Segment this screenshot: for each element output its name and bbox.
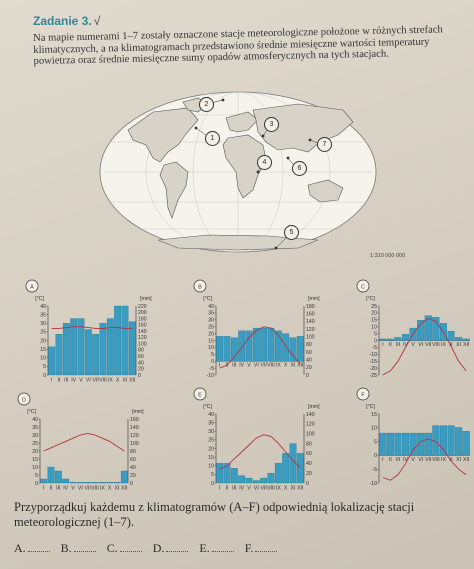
precip-bar bbox=[48, 347, 55, 375]
month-label: XII bbox=[297, 485, 304, 492]
month-label: XI bbox=[456, 456, 462, 463]
precip-bar bbox=[455, 427, 462, 455]
month-label: XI bbox=[122, 377, 128, 384]
temp-tick-label: 5 bbox=[35, 472, 38, 479]
precip-bar bbox=[253, 481, 260, 483]
temp-tick-label: 15 bbox=[40, 346, 46, 353]
temp-tick-label: 5 bbox=[374, 439, 377, 446]
precip-bar bbox=[410, 433, 417, 455]
station-6-label: 6 bbox=[292, 161, 307, 176]
month-label: VII bbox=[84, 485, 91, 492]
answer-c: C. bbox=[107, 541, 142, 556]
precip-tick-label: 20 bbox=[306, 365, 312, 372]
temp-tick-label: -5 bbox=[372, 467, 377, 473]
station-5-label: 5 bbox=[284, 225, 299, 240]
precip-bar bbox=[238, 476, 245, 483]
checkmark-icon: √ bbox=[93, 14, 101, 28]
station-4-label: 4 bbox=[257, 155, 272, 170]
precip-bar bbox=[92, 482, 99, 483]
month-label: XI bbox=[456, 342, 462, 348]
climograph-svg-f bbox=[353, 388, 474, 493]
precip-bar bbox=[107, 319, 114, 375]
month-label: VII bbox=[92, 377, 99, 384]
precip-bar bbox=[114, 306, 121, 375]
precip-tick-label: 180 bbox=[306, 303, 315, 310]
month-label: III bbox=[64, 377, 69, 384]
precip-bar bbox=[260, 328, 267, 361]
month-label: III bbox=[232, 362, 237, 369]
precip-tick-label: 80 bbox=[138, 347, 144, 354]
temp-tick-label: 10 bbox=[40, 355, 46, 362]
precip-bar bbox=[48, 467, 55, 483]
precip-bar bbox=[70, 482, 77, 483]
answer-e: E. bbox=[199, 541, 233, 556]
temp-tick-label: 30 bbox=[208, 317, 214, 324]
climograph-letter: C bbox=[361, 284, 365, 291]
precip-tick-label: 100 bbox=[306, 431, 315, 438]
month-label: XI bbox=[290, 485, 296, 492]
temp-tick-label: -10 bbox=[369, 480, 377, 487]
climograph-svg-b bbox=[190, 280, 330, 385]
precip-tick-label: 140 bbox=[138, 328, 147, 335]
climograph-c bbox=[353, 280, 474, 390]
month-label: V bbox=[247, 362, 251, 369]
precip-tick-label: 200 bbox=[138, 310, 147, 317]
temp-tick-label: 20 bbox=[208, 446, 214, 453]
temp-unit-label: [°C] bbox=[27, 409, 36, 415]
precip-bar bbox=[62, 479, 69, 483]
temp-tick-label: 10 bbox=[208, 463, 214, 470]
precip-bar bbox=[121, 471, 128, 483]
month-label: XII bbox=[463, 342, 470, 348]
precip-bar bbox=[425, 433, 432, 455]
month-label: VI bbox=[253, 362, 259, 369]
month-label: IX bbox=[275, 485, 281, 492]
answer-a: A. bbox=[14, 541, 50, 556]
precip-bar bbox=[99, 482, 106, 483]
month-label: IX bbox=[441, 342, 446, 348]
month-label: VIII bbox=[91, 485, 99, 492]
precip-bar bbox=[282, 334, 289, 362]
month-label: III bbox=[232, 485, 237, 492]
temp-tick-label: 0 bbox=[35, 480, 38, 487]
climograph-svg-c bbox=[353, 280, 474, 385]
month-label: VIII bbox=[431, 342, 440, 348]
month-label: IV bbox=[63, 485, 69, 492]
month-label: IV bbox=[403, 342, 408, 348]
month-label: VI bbox=[253, 485, 259, 492]
climograph-b bbox=[190, 280, 330, 390]
temp-tick-label: -10 bbox=[206, 372, 214, 379]
temp-tick-label: 25 bbox=[40, 329, 46, 336]
precip-bar bbox=[84, 482, 91, 483]
precip-bar bbox=[455, 337, 462, 340]
precip-tick-label: 160 bbox=[130, 416, 139, 423]
month-label: I bbox=[382, 342, 384, 348]
temp-tick-label: 35 bbox=[40, 312, 46, 319]
temp-tick-label: 35 bbox=[32, 424, 38, 431]
precip-bar bbox=[122, 306, 129, 375]
temp-tick-label: 0 bbox=[211, 359, 214, 365]
temp-tick-label: 25 bbox=[208, 437, 214, 444]
month-label: VI bbox=[418, 342, 424, 348]
temp-tick-label: 10 bbox=[371, 425, 377, 432]
precip-tick-label: 160 bbox=[138, 322, 147, 329]
precip-bar bbox=[114, 482, 121, 483]
precip-bar bbox=[448, 331, 455, 340]
precip-tick-label: 40 bbox=[306, 357, 312, 364]
temp-tick-label: 25 bbox=[32, 440, 38, 447]
precip-bar bbox=[448, 426, 455, 456]
month-label: XII bbox=[129, 377, 136, 384]
temp-tick-label: -5 bbox=[209, 365, 214, 372]
climograph-letter: F bbox=[361, 392, 365, 399]
temp-tick-label: -20 bbox=[369, 365, 377, 372]
month-label: VI bbox=[77, 485, 83, 492]
precip-bar bbox=[63, 323, 70, 375]
precip-bar bbox=[77, 482, 84, 483]
precip-tick-label: 80 bbox=[306, 441, 312, 448]
precip-tick-label: 140 bbox=[306, 319, 315, 326]
month-label: IV bbox=[403, 456, 408, 463]
precip-tick-label: 140 bbox=[130, 424, 139, 431]
precip-unit-label: [mm] bbox=[140, 296, 152, 302]
precip-unit-label: [mm] bbox=[308, 296, 320, 302]
month-label: VII bbox=[425, 456, 432, 463]
temp-tick-label: 15 bbox=[208, 454, 214, 461]
climograph-letter: A bbox=[30, 284, 34, 291]
precip-tick-label: 20 bbox=[130, 472, 136, 479]
precip-bar bbox=[268, 473, 275, 483]
month-label: V bbox=[411, 456, 415, 463]
temp-tick-label: 15 bbox=[371, 317, 377, 324]
temp-tick-label: 5 bbox=[43, 364, 46, 371]
temp-tick-label: 35 bbox=[208, 310, 214, 317]
month-label: I bbox=[218, 485, 221, 492]
precip-tick-label: 40 bbox=[130, 464, 136, 471]
precip-bar bbox=[224, 336, 231, 361]
answer-d: D. bbox=[153, 541, 189, 556]
precip-tick-label: 40 bbox=[138, 360, 144, 367]
month-label: X bbox=[107, 485, 112, 492]
precip-tick-label: 40 bbox=[306, 461, 312, 468]
station-1-label: 1 bbox=[205, 131, 220, 146]
temp-unit-label: [°C] bbox=[366, 404, 375, 410]
month-label: X bbox=[283, 362, 288, 369]
temp-tick-label: -25 bbox=[369, 372, 377, 379]
month-label: V bbox=[411, 342, 415, 348]
precip-tick-label: 100 bbox=[130, 440, 139, 447]
temp-tick-label: 25 bbox=[371, 303, 377, 310]
month-label: I bbox=[42, 485, 45, 492]
month-label: X bbox=[449, 456, 453, 463]
temp-tick-label: 30 bbox=[32, 432, 38, 439]
temp-tick-label: 0 bbox=[374, 453, 377, 460]
month-label: II bbox=[225, 362, 229, 369]
precip-bar bbox=[100, 323, 107, 375]
precip-bar bbox=[402, 433, 409, 455]
temp-tick-label: 5 bbox=[211, 472, 214, 479]
temp-tick-label: 0 bbox=[374, 338, 377, 345]
precip-tick-label: 120 bbox=[130, 432, 139, 439]
precip-tick-label: 100 bbox=[306, 334, 315, 341]
station-7-label: 7 bbox=[317, 137, 332, 152]
month-label: IX bbox=[275, 362, 281, 369]
precip-tick-label: 0 bbox=[306, 480, 309, 487]
month-label: IV bbox=[239, 485, 245, 492]
precip-tick-label: 0 bbox=[138, 372, 141, 379]
climograph-d bbox=[14, 393, 154, 498]
precip-bar bbox=[379, 433, 386, 455]
temp-tick-label: 25 bbox=[208, 324, 214, 331]
month-label: IX bbox=[107, 377, 113, 384]
station-2-label: 2 bbox=[199, 97, 214, 112]
month-label: III bbox=[395, 342, 401, 348]
answer-e-blank[interactable] bbox=[212, 542, 234, 552]
world-map bbox=[98, 90, 378, 255]
month-label: II bbox=[388, 342, 392, 348]
temp-tick-label: 30 bbox=[208, 429, 214, 436]
temp-tick-label: 5 bbox=[374, 331, 377, 338]
temp-tick-label: 20 bbox=[40, 338, 46, 345]
answer-f: F. bbox=[245, 541, 278, 556]
temp-tick-label: -5 bbox=[372, 345, 377, 352]
temp-tick-label: 15 bbox=[371, 411, 377, 418]
month-label: VII bbox=[425, 342, 432, 348]
precip-bar bbox=[129, 322, 136, 375]
temp-tick-label: -10 bbox=[369, 352, 377, 359]
month-label: III bbox=[56, 485, 61, 492]
temp-tick-label: 35 bbox=[208, 420, 214, 427]
climograph-svg-d bbox=[14, 393, 154, 493]
month-label: XII bbox=[297, 362, 304, 369]
precip-bar bbox=[40, 479, 47, 483]
answer-c-blank[interactable] bbox=[120, 542, 142, 552]
precip-bar bbox=[402, 334, 409, 340]
precip-bar bbox=[387, 339, 394, 341]
precip-tick-label: 0 bbox=[306, 372, 309, 379]
temp-tick-label: 15 bbox=[32, 456, 38, 463]
month-label: IV bbox=[239, 362, 245, 369]
temp-unit-label: [°C] bbox=[366, 296, 375, 302]
temp-tick-label: 5 bbox=[211, 352, 214, 359]
precip-bar bbox=[395, 337, 402, 340]
temp-tick-label: 40 bbox=[32, 416, 38, 423]
temp-unit-label: [°C] bbox=[203, 296, 212, 302]
month-label: IV bbox=[71, 377, 77, 384]
precip-tick-label: 160 bbox=[306, 311, 315, 318]
answer-d-blank[interactable] bbox=[166, 542, 188, 552]
temp-line bbox=[44, 433, 125, 451]
temp-tick-label: 40 bbox=[40, 303, 46, 310]
temp-tick-label: 10 bbox=[32, 464, 38, 471]
month-label: VIII bbox=[99, 377, 107, 384]
precip-bar bbox=[282, 453, 289, 483]
precip-tick-label: 20 bbox=[138, 366, 144, 373]
temp-unit-label: [°C] bbox=[203, 404, 212, 410]
temp-tick-label: 0 bbox=[211, 480, 214, 487]
temp-tick-label: 20 bbox=[208, 331, 214, 338]
precip-tick-label: 220 bbox=[138, 303, 147, 310]
month-label: XII bbox=[121, 485, 128, 492]
precip-bar bbox=[275, 463, 282, 483]
precip-tick-label: 180 bbox=[138, 316, 147, 323]
precip-tick-label: 140 bbox=[306, 411, 315, 418]
precip-tick-label: 20 bbox=[306, 470, 312, 477]
month-label: I bbox=[218, 362, 221, 369]
month-label: II bbox=[388, 456, 392, 463]
precip-bar bbox=[387, 433, 394, 455]
month-label: XI bbox=[290, 362, 296, 369]
temp-tick-label: 30 bbox=[40, 321, 46, 328]
precip-tick-label: 80 bbox=[130, 448, 136, 455]
month-label: VI bbox=[418, 456, 424, 463]
precip-tick-label: 60 bbox=[306, 451, 312, 458]
climograph-f bbox=[353, 388, 474, 498]
answer-row bbox=[14, 541, 474, 556]
month-label: II bbox=[225, 485, 229, 492]
month-label: V bbox=[71, 485, 75, 492]
answer-b-blank[interactable] bbox=[74, 542, 96, 552]
temp-tick-label: 10 bbox=[208, 345, 214, 352]
month-label: II bbox=[57, 377, 61, 384]
temp-tick-label: 20 bbox=[371, 310, 377, 317]
precip-bar bbox=[85, 330, 92, 375]
climograph-letter: B bbox=[198, 284, 202, 291]
answer-b: B. bbox=[61, 541, 96, 556]
climograph-svg-a bbox=[22, 280, 162, 385]
precip-bar bbox=[463, 339, 470, 341]
precip-bar bbox=[463, 431, 470, 455]
precip-unit-label: [mm] bbox=[308, 404, 320, 410]
temp-tick-label: 40 bbox=[208, 411, 214, 418]
temp-tick-label: 15 bbox=[208, 338, 214, 345]
month-label: I bbox=[50, 377, 53, 384]
precip-bar bbox=[216, 463, 223, 483]
answer-f-blank[interactable] bbox=[255, 542, 277, 552]
precip-unit-label: [mm] bbox=[132, 409, 144, 415]
month-label: IX bbox=[99, 485, 105, 492]
precip-bar bbox=[395, 433, 402, 455]
station-3-label: 3 bbox=[264, 117, 279, 132]
month-label: VIII bbox=[267, 362, 275, 369]
precip-tick-label: 80 bbox=[306, 342, 312, 349]
precip-bar bbox=[379, 339, 386, 341]
month-label: II bbox=[49, 485, 53, 492]
precip-tick-label: 60 bbox=[306, 349, 312, 356]
temp-tick-label: -15 bbox=[369, 359, 377, 365]
task-title: Zadanie 3. √ bbox=[33, 14, 101, 28]
precip-bar bbox=[231, 468, 238, 483]
precip-tick-label: 0 bbox=[130, 480, 133, 487]
month-label: VI bbox=[85, 377, 91, 384]
precip-bar bbox=[216, 336, 223, 361]
month-label: X bbox=[449, 342, 453, 348]
task-intro: Na mapie numerami 1–7 zostały oznaczone stacje meteorologiczne położone w różnych strefach klimatycznych, a na klimatogramach przedstawiono średnie miesięczne wartości temperatury powietrza oraz średnie miesięczne sumy opadów atmosferycznych na tych stacjach. bbox=[33, 24, 443, 68]
precip-bar bbox=[56, 334, 63, 375]
month-label: III bbox=[395, 456, 401, 463]
month-label: IX bbox=[441, 456, 446, 463]
climograph-e bbox=[190, 388, 330, 498]
precip-tick-label: 120 bbox=[306, 421, 315, 428]
month-label: X bbox=[115, 377, 120, 384]
temp-tick-label: 40 bbox=[208, 303, 214, 310]
precip-bar bbox=[238, 331, 245, 361]
climograph-letter: E bbox=[198, 392, 202, 399]
precip-bar bbox=[106, 482, 113, 483]
precip-bar bbox=[260, 478, 267, 483]
task-question: Przyporządkuj każdemu z klimatogramów (A–F) odpowiednią lokalizację stacji meteorologicznej (1–7). bbox=[14, 500, 415, 529]
precip-bar bbox=[440, 426, 447, 456]
precip-bar bbox=[297, 453, 304, 483]
precip-tick-label: 120 bbox=[138, 335, 147, 342]
precip-bar bbox=[55, 471, 62, 483]
temp-tick-label: 20 bbox=[32, 448, 38, 455]
precip-tick-label: 60 bbox=[130, 456, 136, 463]
map-scale: 1:310 000 000 bbox=[370, 253, 406, 259]
precip-tick-label: 100 bbox=[138, 341, 147, 348]
month-label: V bbox=[247, 485, 251, 492]
month-label: VIII bbox=[431, 456, 440, 463]
precip-bar bbox=[268, 328, 275, 361]
temp-tick-label: 0 bbox=[43, 372, 46, 379]
precip-tick-label: 60 bbox=[138, 353, 144, 360]
month-label: VII bbox=[260, 485, 267, 492]
month-label: XII bbox=[463, 456, 470, 463]
precip-bar bbox=[246, 478, 253, 483]
temp-tick-label: 10 bbox=[371, 324, 377, 331]
climograph-a bbox=[22, 280, 162, 390]
month-label: XI bbox=[114, 485, 120, 492]
month-label: I bbox=[382, 456, 384, 463]
precip-bar bbox=[92, 334, 99, 375]
month-label: VIII bbox=[267, 485, 275, 492]
month-label: V bbox=[79, 377, 83, 384]
answer-a-blank[interactable] bbox=[28, 542, 50, 552]
temp-unit-label: [°C] bbox=[35, 296, 44, 302]
climograph-letter: D bbox=[22, 397, 26, 404]
climograph-svg-e bbox=[190, 388, 330, 493]
precip-tick-label: 120 bbox=[306, 326, 315, 333]
month-label: VII bbox=[260, 362, 267, 369]
month-label: X bbox=[283, 485, 288, 492]
precip-bar bbox=[297, 336, 304, 361]
